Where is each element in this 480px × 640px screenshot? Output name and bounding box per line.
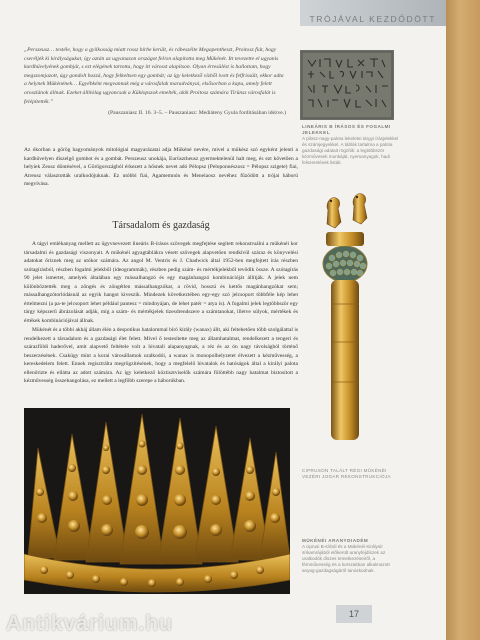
scepter-photo <box>314 192 376 442</box>
tablet-caption <box>302 124 400 166</box>
page-number: 17 <box>336 605 372 623</box>
diadem-caption-text: A ciprusi B-sírból és a Mükénéi Királysír sírkamrájából előkerült aranyfejdíszek az uralkodók díszes temetkezéseiről, a fémművesség és a korszakban alkalmazott anyag-gazdagságáról tanúskodnak. <box>302 544 390 573</box>
diadem-caption-title: MÜKÉNÉI ARANYDIADÉM <box>302 538 369 543</box>
running-head: TRÓJÁVAL KEZDŐDÖTT <box>309 14 436 24</box>
body-paragraph-2: A tágyi emlékanyag mellett az ügyvnevezett lineáris B-írásos szövegek megfejtése segített rekonstruálni a mükénéi kor társadalmi és gazdasági viszonyait. A mükénéi agyagtáblákra vésett szövegek alapvetően rendkívül száraz és könyvelési adatokat őriznek meg az utókor számára. Az angol M. Ventris és J. Chadwick által 1952-ben megfejtett írás részben szótagírásból, részben fogalmi jelekből (ideogrammák), részben pedig szám- és mértékjelekből tevődik össze. A szótagírás 90 jelet ismertet, amelyek általában egy mássalhangzó és egy magánhangzó kombinációját állítják. A jelek nem különböztették meg a zöngés és zöngétlen mássalhangzókat, a rövid, hosszú és kettős magánhangzókat sem; mássalhangzótorlódásnál az egyik hangot kiveszik. Mindezek következtében egy-egy szó jelcsoport többféle kép lehet értelmezni (a pa-te jelcsoport lehet például pantesz = mindnyájan, de lehet patér = atya is). A fogalmi jelek legtöbbször egy tárgy képszerű ábrázolását adják, míg a szám- és mértékjelek tizesdrendszere a számtanokat, illetve súlyok, mértékek és értékek kombinációjával állnak. <box>24 241 298 324</box>
linear-b-tablet-photo <box>300 50 394 120</box>
watermark-logo: Antikvárium.hu <box>6 612 173 635</box>
tablet-caption-text: A pilosz-nagy-palota lekeletei tárgyi írásjelekkel és számjegyekkel. A táblák tartalma a palota gazdasági adatait rögzítik: a legtöbbször kézművesek munkáját, nyersanyagok, hadi felszerelések listáit. <box>302 136 399 165</box>
body-section-2 <box>24 240 298 387</box>
intro-source: (Pauszaniasz II. 16. 3–5. – Pauszaniasz: Mediáteny Gyula fordításában idézve.) <box>108 110 286 117</box>
diadem-caption <box>302 538 404 574</box>
tablet-illustration <box>300 50 394 120</box>
scepter-illustration <box>314 192 376 442</box>
intro-quote-block <box>24 46 286 118</box>
gold-diadem-photo <box>24 408 290 594</box>
scepter-caption: CIPRUSON TALÁLT RÉGI MÜKÉNÉI VEZÉRI JOGAR REKONSTRUKCIÓJA <box>302 468 391 479</box>
book-spine <box>446 0 480 640</box>
diadem-illustration <box>24 408 290 594</box>
tablet-caption-title: LINEÁRIS B ÍRÁSOS ÉS FOGALMI JELEKKEL <box>302 124 391 135</box>
intro-quote: „Perszeusz… testéle, hogy a gyilkosság miatt rossz hírbe került, és rábeszélte Megapentheszt, Proitosz fiát, hogy cseréljék ki királyságukat, így aztán az ugyanazon országot fel/on alapította meg Mükénét. Itt tevezette el ugyanis kardhüvelyének gombját, s ezt elégének tartotta, hogy itt városst alapítson. Olyan értesülést is hallottam, hogy megszomjazott, úgy gondolt hozzá, hogy felkeltsen egy gombát; az így keletkező vízből ivott és felfrissült, ekkor adta a helynek Mükénének… Egyébként megvannak még a városfalak maradványai, elsősorban a kapu, amely felett oroszlánok állnak. Ezeket állítólag ugyancsak a Küklopszok emelték, akik Proitosz számára Tirünsz városfalát is felépítették.” <box>24 47 284 105</box>
section-title: Társadalom és gazdaság <box>112 220 210 231</box>
body-paragraph-3: Mükénét és a többi akháj állam élén a despotikus hatalommal bíró király (wanax) állt, aki feltehetően több szolgálattal is rendelkezett a társadalom és a gazdasági élet felett. Mivel ő testesítette meg az államhatalmat, rendelkezett a tengeri és szárazföldi haderővel, amit alapvető feltétele volt a hivatali alapanyagnak, a réz és az ón nagy távolságból történő beszerzésének. Csakügy mint a korai városállamok uralkodói, a wanax is monopolhelyzetet élvezett a kézművesség, a kereskedelem felett. Ennek regisztrálta megrögzítésének, hogy a megfelelő hivatalok és hatóságok által a királyi palota ellenőrizte és ellátta az adott számára. Az így keletkező köztisztviselők számára fölöttébb nagy hatalmat biztosított a kézművesség összehangolása, ez mellett a legfőbb szerepe a háborúkban. <box>24 327 298 384</box>
body-paragraph-1: Az ókorban a görög hagyományok mitológiai magyarázatai adja Mükéné nevére, mivel a mükész szó egyként jelenti a kardhüvelyen díszelgő gombot és a gombát. Perszeusz unokája, Eurüsztheusz gyermektelenül halt meg, és ezt követően a helyiek Zeusz döntésével, a Görögországból érkezett a hősnek nevet adó Pélopsz (Peloponnészosz = Pélopsz szigete) fiai, Atreusz választották uralkodójuknak. Ez utóbbi fiai, Agamemnón és Menelaosz nevéhez fűzödött a trójai háború megvívása. <box>24 147 298 187</box>
